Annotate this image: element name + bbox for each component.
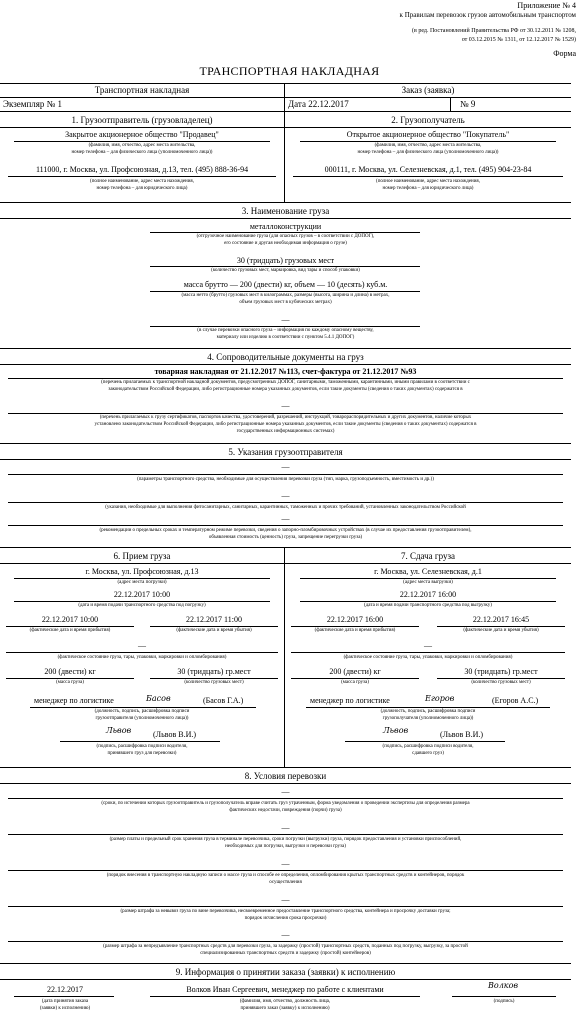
acceptance-person: Волков Иван Сергеевич, менеджер по работе с клиентами — [186, 985, 384, 994]
loading-mass: 200 (двести) кг — [44, 667, 96, 676]
consignee-name: Открытое акционерное общество "Покупатель" — [346, 130, 510, 139]
conditions-hint-8: порядок исчисления срока просрочки) — [244, 916, 327, 921]
instructions-hint-3: (рекомендации о предельных сроках и температурном режиме перевозки, сведения о запорно-пломбировочных устройствах (в случае их предоставления грузоотправителем), — [99, 528, 472, 533]
instructions-title: 5. Указания грузоотправителя — [228, 447, 343, 457]
document-title: ТРАНСПОРТНАЯ НАКЛАДНАЯ — [199, 64, 380, 78]
acceptance-title: 9. Информация о принятии заказа (заявки) к исполнению — [175, 967, 396, 977]
unloading-datetime-hint: (дата и время подачи транспортного средства под выгрузку) — [364, 603, 492, 608]
conditions-hint-2: фактических недостачи, повреждения (порчи) груза) — [229, 808, 342, 813]
conditions-hint-3: (размер платы и предельный срок хранения груза в терминале перевозчика, сроки погрузки (выгрузки) груза, порядок предоставления и установки приспособлений, — [109, 837, 462, 842]
loading-datetime: 22.12.2017 10:00 — [113, 590, 171, 599]
acceptance-date-hint-2: (заявки) к исполнению) — [39, 1006, 91, 1011]
conditions-dash-1: — — [281, 787, 290, 796]
acceptance-date-hint-1: (дата принятия заказа — [41, 999, 89, 1004]
loading-state-hint: (фактическое состояние груза, тары, упаковки, маркировки и опломбирования) — [57, 655, 227, 660]
unloading-departure-hint: (фактические дата и время убытия) — [463, 628, 539, 633]
unloading-state-dash: — — [424, 641, 432, 650]
consignee-sign-hint-1: (должность, подпись, расшифровка подписи — [380, 709, 476, 714]
consignee-address: 000111, г. Москва, ул. Селезневская, д.1, тел. (495) 904-23-84 — [324, 165, 532, 174]
waybill-header: Транспортная накладная — [94, 85, 190, 95]
loading-driver-signature: Львов — [106, 726, 132, 735]
consignee-signature-name: (Егоров А.С.) — [492, 696, 539, 705]
unloading-mass-hint: (масса груза) — [341, 680, 369, 685]
unloading-driver-hint-1: (подпись, расшифровка подписи водителя, — [382, 744, 474, 749]
docs-hint-1: (перечень прилагаемых к транспортной накладной документов, предусмотренных ДОПОГ, санитарными, таможенными, карантинными, иными правилами в соответствии с — [101, 380, 470, 385]
consignee-title: 2. Грузополучатель — [391, 115, 465, 125]
cargo-title: 3. Наименование груза — [241, 206, 330, 216]
docs-dash: — — [281, 401, 290, 410]
shipper-hint-1: (фамилия, имя, отчество, адрес места жительства, — [88, 143, 196, 148]
instructions-hint-1: (параметры транспортного средства, необходимые для осуществления перевозки груза (тип, марка, грузоподъемность, вместимость и др.)) — [137, 477, 434, 482]
loading-places-hint: (количество грузовых мест) — [184, 680, 244, 685]
shipper-hint-3: (полное наименование, адрес места нахождения, — [90, 179, 194, 184]
cargo-name: металлоконструкции — [249, 222, 322, 231]
instructions-hint-4: объявленная стоимость (ценность) груза, запрещение перегрузки груза) — [208, 535, 363, 540]
loading-title: 6. Прием груза — [113, 551, 171, 561]
cargo-hint-6: (в случае перевозки опасного груза – информация по каждому опасному веществу, — [197, 328, 374, 333]
shipper-signature-name: (Басов Г.А.) — [203, 696, 244, 705]
shipper-signature: Басов — [146, 694, 171, 703]
conditions-title: 8. Условия перевозки — [244, 771, 327, 781]
loading-address-hint: (адрес места погрузки) — [117, 580, 167, 585]
appendix-label: Приложение № 4 — [517, 1, 576, 10]
loading-driver-hint-1: (подпись, расшифровка подписи водителя, — [96, 744, 188, 749]
consignee-hint-2: номер телефона – для физического лица (уполномоченного лица)) — [357, 150, 499, 155]
order-date: Дата 22.12.2017 — [288, 99, 349, 109]
shipper-hint-2: номер телефона – для физического лица (уполномоченного лица)) — [71, 150, 213, 155]
consignee-sign-hint-2: грузополучателя (уполномоченного лица)) — [382, 716, 474, 721]
loading-places: 30 (тридцать) гр.мест — [177, 667, 251, 676]
conditions-dash-2: — — [281, 823, 290, 832]
cargo-hint-7: материалу или изделию в соответствии с пунктом 5.4.1 ДОПОГ) — [216, 335, 355, 340]
docs-hint-3: (перечень прилагаемых к грузу сертификатов, паспортов качества, удостоверений, разрешений, инструкций, товарораспорядительных и других документов, наличие которых — [99, 415, 472, 420]
instructions-dash-1: — — [281, 462, 290, 471]
shipper-name: Закрытое акционерное общество "Продавец" — [65, 130, 219, 139]
copy-number: Экземпляр № 1 — [3, 99, 62, 109]
instructions-dash-2: — — [281, 491, 290, 500]
form-label: Форма — [553, 49, 576, 58]
unloading-address: г. Москва, ул. Селезневская, д.1 — [374, 567, 482, 576]
docs-hint-5: государственных информационных системах) — [236, 429, 335, 434]
conditions-hint-10: специализированных транспортных средств и задержку (простой) контейнеров) — [200, 951, 371, 956]
unloading-arrival-hint: (фактические дата и время прибытия) — [314, 628, 396, 633]
consignee-signature: Егоров — [425, 694, 455, 703]
conditions-hint-5: (порядок внесения в транспортную накладную записи о массе груза и способе ее определения, опломбирования крытых транспортных средств и контейнеров, порядок — [106, 873, 465, 878]
conditions-dash-5: — — [281, 930, 290, 939]
shipper-position: менеджер по логистике — [34, 696, 114, 705]
loading-departure: 22.12.2017 11:00 — [186, 615, 242, 624]
cargo-hint-4: (масса нетто (брутто) грузовых мест в килограммах, размеры (высота, ширина и длина) в метрах, — [181, 293, 390, 298]
edition-line-2: от 03.12.2015 № 1311, от 12.12.2017 № 1529) — [461, 37, 576, 43]
loading-driver-hint-2: принявшего груз для перевозки) — [107, 751, 177, 756]
acceptance-signature-hint: (подпись) — [493, 999, 515, 1004]
cargo-dash: — — [281, 315, 290, 324]
conditions-dash-4: — — [281, 895, 290, 904]
unloading-driver-signature: Львов — [383, 726, 409, 735]
unloading-address-hint: (адрес места выгрузки) — [403, 580, 453, 585]
cargo-hint-5: объем грузовых мест в кубических метрах) — [239, 300, 332, 305]
docs-hint-2: законодательством Российской Федерации, либо регистрационные номера указанных документов, если такие документы (сведения о таких документах) содержатся в — [108, 387, 463, 392]
loading-arrival: 22.12.2017 10:00 — [41, 615, 99, 624]
loading-mass-hint: (масса груза) — [56, 680, 84, 685]
consignee-position: менеджер по логистике — [310, 696, 390, 705]
rules-label: к Правилам перевозок грузов автомобильным транспортом — [399, 11, 576, 19]
edition-line-1: (в ред. Постановлений Правительства РФ от 30.12.2011 № 1208, — [411, 28, 576, 34]
docs-list: товарная накладная от 21.12.2017 №113, счет-фактура от 21.12.2017 №93 — [154, 367, 417, 376]
docs-hint-4: установлено законодательством Российской Федерации, либо регистрационные номера указанных документов, если такие документы (сведения о таких документах) содержатся в — [94, 422, 477, 427]
conditions-hint-4: необходимых для погрузки, выгрузки и перевозки груза) — [225, 844, 346, 849]
loading-state-dash: — — [138, 641, 146, 650]
acceptance-person-hint-1: (фамилия, имя, отчество, должность лица, — [239, 999, 331, 1004]
unloading-driver-hint-2: сдавшего груз) — [412, 751, 444, 756]
conditions-hint-7: (размер штрафа за невывоз груза по вине перевозчика, несвоевременное предоставление транспортного средства, контейнера и просрочку доставки груза; — [120, 909, 451, 914]
unloading-datetime: 22.12.2017 16:00 — [399, 590, 457, 599]
acceptance-date: 22.12.2017 — [47, 985, 83, 994]
conditions-hint-1: (сроки, по истечении которых грузоотправитель и грузополучатель вправе считать груз утраченным, форма уведомления о проведении экспертизы для определения размера — [101, 801, 470, 806]
acceptance-person-hint-2: принявшего заказ (заявку) к исполнению) — [240, 1006, 330, 1011]
loading-arrival-hint: (фактические дата и время прибытия) — [29, 628, 111, 633]
loading-departure-hint: (фактические дата и время убытия) — [176, 628, 252, 633]
instructions-hint-2: (указания, необходимые для выполнения фитосанитарных, санитарных, карантинных, таможенных и прочих требований, установленных законодательством Российской — [105, 505, 466, 510]
unloading-places-hint: (количество грузовых мест) — [471, 680, 531, 685]
consignee-hint-1: (фамилия, имя, отчество, адрес места жительства, — [374, 143, 482, 148]
unloading-title: 7. Сдача груза — [400, 551, 456, 561]
cargo-hint-2: его состояние и другая необходимая информация о грузе) — [224, 241, 347, 246]
unloading-driver-name: (Львов В.И.) — [440, 730, 484, 739]
shipper-sign-hint-2: грузоотправителя (уполномоченного лица)) — [95, 716, 189, 721]
shipper-sign-hint-1: (должность, подпись, расшифровка подписи — [94, 709, 190, 714]
conditions-dash-3: — — [281, 859, 290, 868]
docs-title: 4. Сопроводительные документы на груз — [207, 352, 364, 362]
consignee-hint-3: (полное наименование, адрес места нахождения, — [376, 179, 480, 184]
unloading-places: 30 (тридцать) гр.мест — [464, 667, 538, 676]
order-number: № 9 — [460, 99, 476, 109]
unloading-state-hint: (фактическое состояние груза, тары, упаковки, маркировки и опломбирования) — [343, 655, 513, 660]
instructions-dash-3: — — [281, 514, 290, 523]
shipper-title: 1. Грузоотправитель (грузовладелец) — [71, 115, 213, 125]
unloading-departure: 22.12.2017 16:45 — [472, 615, 530, 624]
loading-datetime-hint: (дата и время подачи транспортного средства под погрузку) — [78, 603, 206, 608]
shipper-hint-4: номер телефона – для юридического лица) — [96, 186, 188, 191]
shipper-address: 111000, г. Москва, ул. Профсоюзная, д.13, тел. (495) 888-36-94 — [35, 165, 249, 174]
cargo-hint-1: (отгрузочное наименование груза (для опасных грузов – в соответствии с ДОПОГ), — [196, 234, 375, 239]
unloading-mass: 200 (двести) кг — [329, 667, 381, 676]
consignee-hint-4: номер телефона – для юридического лица) — [382, 186, 474, 191]
loading-driver-name: (Львов В.И.) — [153, 730, 197, 739]
order-header: Заказ (заявка) — [401, 85, 455, 95]
conditions-hint-6: осуществления — [269, 880, 302, 885]
unloading-arrival: 22.12.2017 16:00 — [326, 615, 384, 624]
loading-address: г. Москва, ул. Профсоюзная, д.13 — [85, 567, 199, 576]
cargo-mass: масса брутто — 200 (двести) кг, объем — 10 (десять) куб.м. — [183, 280, 388, 289]
conditions-hint-9: (размер штрафа за непредъявление транспортных средств для перевозки груза, за задержку (простой) транспортных средств, поданных под погрузку, выгрузку, за простой — [103, 944, 468, 949]
cargo-hint-3: (количество грузовых мест, маркировка, вид тары и способ упаковки) — [211, 268, 360, 273]
acceptance-signature: Волков — [488, 981, 519, 990]
cargo-places: 30 (тридцать) грузовых мест — [236, 256, 335, 265]
